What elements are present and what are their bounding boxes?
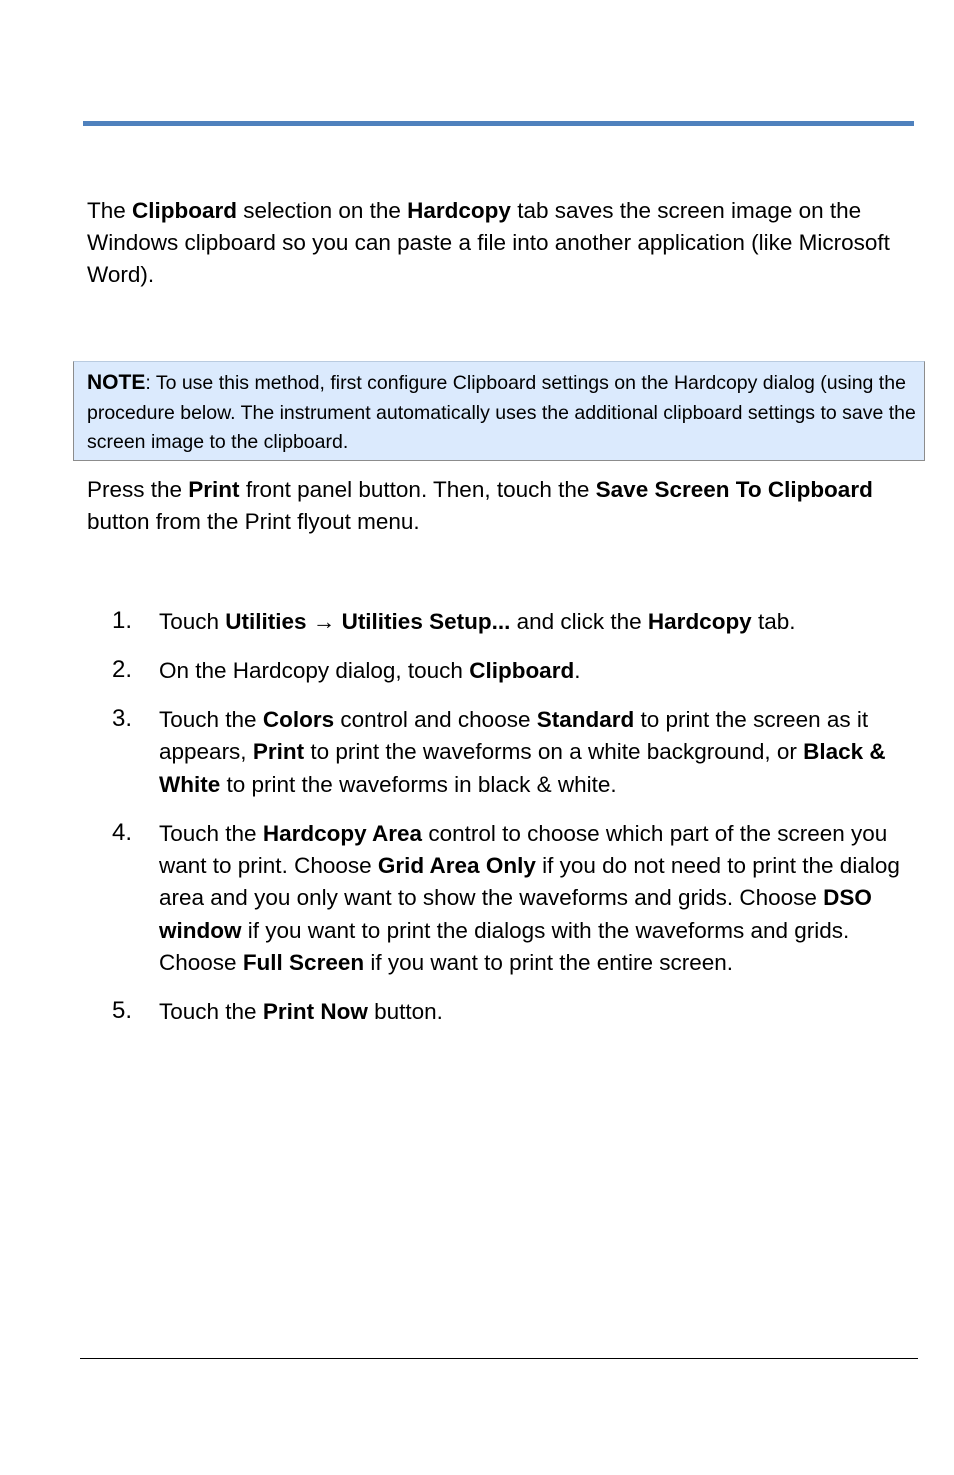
step-item <box>110 606 910 638</box>
step-text: Touch the <box>159 999 263 1025</box>
step-text: if you want to print the dialogs with the waveforms and grids. Choose <box>159 917 850 976</box>
step-bold: Grid Area Only <box>377 853 536 879</box>
step-text: if you want to print the entire screen. <box>364 950 734 976</box>
step-text: button. <box>367 999 443 1025</box>
procedure-steps <box>110 606 910 1045</box>
note-label: NOTE <box>87 371 146 394</box>
step-text: . <box>574 658 581 684</box>
intro-text: The <box>87 198 133 223</box>
intro-paragraph <box>87 195 912 291</box>
press-paragraph <box>87 474 912 538</box>
step-bold: Hardcopy Area <box>262 820 423 846</box>
note-callout <box>73 361 925 461</box>
intro-text: selection on the <box>237 198 408 223</box>
step-bold: Print <box>252 739 305 765</box>
step-text: On the Hardcopy dialog, touch <box>159 658 470 684</box>
step-text: if you do not need to print the dialog area and you only want to show the waveforms and grids. Choose <box>159 853 900 911</box>
step-text: to print the screen as it appears, <box>159 707 869 765</box>
step-bold: Standard <box>536 707 635 733</box>
note-text: : To use this method, first configure Clipboard settings on the Hardcopy dialog (using the procedure below. The instrument automatically uses the additional clipboard settings to save the screen image to the clipboard. <box>87 372 916 453</box>
step-bold: DSO window <box>159 885 872 943</box>
step-text: Touch the <box>159 707 263 733</box>
intro-bold-hardcopy: Hardcopy <box>407 198 511 223</box>
step-item <box>110 655 910 687</box>
step-number: 2. <box>112 656 133 684</box>
press-bold-save-screen: Save Screen To Clipboard <box>595 477 873 502</box>
step-bold: Print Now <box>262 999 368 1025</box>
press-text: button from the Print flyout menu. <box>87 509 420 534</box>
step-text: tab. <box>751 609 796 634</box>
intro-text: tab saves the screen image on the Windows clipboard so you can paste a file into another application (like Microsoft Word). <box>87 198 890 287</box>
step-number: 5. <box>112 997 133 1025</box>
step-number: 3. <box>112 705 133 733</box>
intro-bold-clipboard: Clipboard <box>132 198 238 223</box>
step-text: and click the <box>510 609 648 634</box>
step-bold: Colors <box>262 707 335 733</box>
step-text: Touch <box>159 609 226 634</box>
step-bold: Black & White <box>159 739 886 797</box>
footer-rule <box>80 1358 918 1359</box>
step-number: 4. <box>112 818 133 846</box>
step-text: control and choose <box>334 707 537 733</box>
header-rule <box>83 121 914 126</box>
step-item <box>110 996 910 1028</box>
step-bold: Full Screen <box>242 950 365 976</box>
step-text: to print the waveforms on a white background, or <box>304 739 804 765</box>
step-bold: Clipboard <box>469 658 575 684</box>
step-text: to print the waveforms in black & white. <box>220 771 617 797</box>
step-text: control to choose which part of the screen you want to print. Choose <box>159 820 888 879</box>
press-bold-print: Print <box>188 477 240 502</box>
step-text: Touch the <box>159 820 263 846</box>
press-text: Press the <box>87 477 189 502</box>
press-text: front panel button. Then, touch the <box>239 477 596 502</box>
step-bold: Hardcopy <box>647 609 752 634</box>
step-number: 1. <box>112 607 133 634</box>
step-item <box>110 818 910 979</box>
step-item <box>110 704 910 801</box>
step-bold: Utilities → Utilities Setup... <box>225 609 511 634</box>
